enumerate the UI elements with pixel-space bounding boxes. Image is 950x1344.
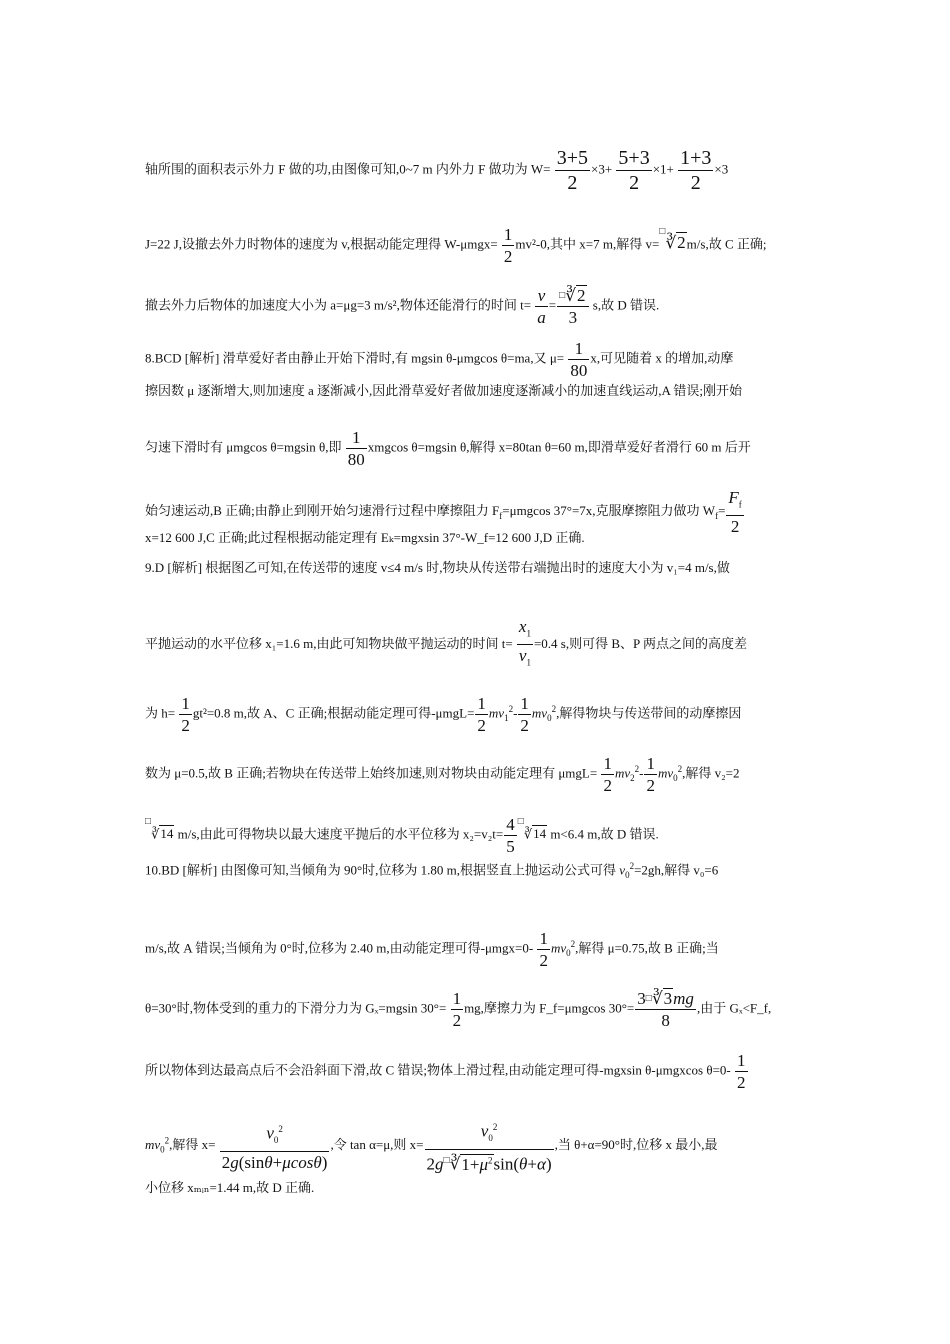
- text-segment: mg,摩擦力为 F_f=μmgcos 30°=: [464, 1000, 635, 1016]
- fraction: $\frac{4}{5}$: [506, 815, 515, 856]
- text-segment: 擦因数 μ 逐渐增大,则加速度 a 逐渐减小,因此滑草爱好者做加速度逐渐减小的加速直线运动,A 错误;刚开始: [145, 383, 743, 398]
- text-line: 撤去外力后物体的加速度大小为 a=μg=3 m/s²,物体还能滑行的时间 t= $\frac{v}{a}$ = $\frac{^□∛2}{3}$ s,故 D 错误.: [145, 286, 660, 327]
- fraction: $\frac{1}{80}$: [570, 339, 588, 380]
- text-line: 始匀速运动,B 正确;由静止到刚开始匀速滑行过程中摩擦阻力 $F_f=\mu mgcos$ 37°=7x,克服摩擦阻力做功 $W_f=$ $\frac{F_f}{2}$: [145, 488, 742, 537]
- text-segment: x=12 600 J,C 正确;此过程根据动能定理有 Eₖ=mgxsin 37°-W_f=12 600 J,D 正确.: [145, 530, 585, 545]
- text-segment: m/s,故 A 错误;当倾角为 0°时,位移为 2.40 m,由动能定理可得-μmgx=0-: [145, 940, 534, 956]
- text-segment: ,解得物块与传送带间的动摩擦因: [556, 705, 742, 721]
- denominator: 2: [567, 172, 578, 194]
- text-line: [145, 616, 747, 674]
- fraction: $\frac{1}{80}$: [347, 428, 365, 469]
- text-segment: 所以物体到达最高点后不会沿斜面下滑,故 C 错误;物体上滑过程,由动能定理可得-mgxsin θ-μmgxcos θ=0-: [145, 1062, 731, 1078]
- text-segment: 小位移 xₘᵢₙ=1.44 m,故 D 正确.: [145, 1180, 315, 1195]
- text-line: [145, 427, 751, 470]
- text-segment: ×1+: [652, 161, 674, 177]
- text-segment: 撤去外力后物体的加速度大小为 a=μg=3 m/s²,物体还能滑行的时间 t=: [145, 297, 532, 313]
- fraction: $\frac{1}{2}$: [503, 225, 513, 266]
- text-segment: m/s,由此可得物块以最大速度平抛后的水平位移为 x₂=v₂t=: [177, 826, 504, 842]
- fraction: $\frac{3^□∛3mg}{8}$: [637, 989, 694, 1030]
- text-line: [145, 530, 585, 546]
- numerator: 5+3: [618, 147, 650, 169]
- text-line: [145, 146, 728, 195]
- text-segment: 始匀速运动,B 正确;由静止到刚开始匀速滑行过程中摩擦阻力 F: [145, 503, 500, 519]
- text-line: [145, 560, 730, 576]
- text-segment: ,当 θ+α=90°时,位移 x 最小,最: [554, 1136, 718, 1152]
- text-segment: ,解得 x=: [169, 1136, 216, 1152]
- text-segment: 数为 μ=0.5,故 B 正确;若物块在传送带上始终加速,则对物块由动能定理有 μmgL=: [145, 765, 598, 781]
- text-segment: 10.BD [解析] 由图像可知,当倾角为 90°时,位移为 1.80 m,根据竖直上抛运动公式可得: [145, 862, 617, 878]
- fraction: $\frac{1}{2}$: [477, 694, 486, 735]
- text-line: m/s,故 A 错误;当倾角为 0°时,位移为 2.40 m,由动能定理可得-μmgx=0- $\frac{1}{2}$ $mv_0^2$,解得 μ=0.75,故 B 正确;当: [145, 929, 719, 970]
- text-line: [145, 1050, 749, 1093]
- text-segment: ,解得 v₂=2: [682, 765, 740, 781]
- text-segment: ,由于 Gₓ<F_f,: [696, 1000, 772, 1016]
- text-line: [145, 988, 771, 1031]
- text-segment: s,故 D 错误.: [589, 297, 660, 313]
- text-segment: θ=30°时,物体受到的重力的下滑分力为 Gₓ=mgsin 30°=: [145, 1000, 447, 1016]
- fraction: $\frac{v}{a}$: [537, 286, 546, 327]
- text-segment: =2gh,解得 v₀=6: [634, 862, 719, 878]
- numerator: 1+3: [680, 147, 712, 169]
- text-segment: 为 h=: [145, 705, 176, 721]
- text-segment: ,令 tan α=μ,则 x=: [330, 1136, 424, 1152]
- text-segment: mv²-0,其中 x=7 m,解得 v=: [515, 236, 660, 252]
- fraction: $\frac{x_1}{v_1}$: [518, 617, 531, 668]
- text-segment: 9.D [解析] 根据图乙可知,在传送带的速度 v≤4 m/s 时,物块从传送带右端抛出时的速度大小为 v₁=4 m/s,做: [145, 560, 730, 575]
- fraction: $\frac{v_0^2}{2g(\sin\theta+\mu\cos\theta)}$: [220, 1119, 330, 1173]
- text-segment: 平抛运动的水平位移 x₁=1.6 m,由此可知物块做平抛运动的时间 t=: [145, 635, 513, 651]
- text-line: [145, 1180, 314, 1196]
- numerator: 3+5: [556, 147, 588, 169]
- fraction: [616, 146, 651, 195]
- text-line: 10.BD [解析] 由图像可知,当倾角为 90°时,位移为 1.80 m,根据竖直上抛运动公式可得 $v_0^2=2gh$,解得 v₀=6: [145, 861, 719, 880]
- fraction: $\frac{1}{2}$: [646, 754, 655, 795]
- denominator: 2: [629, 172, 640, 194]
- text-line: $mv_0^2$,解得 x= $\frac{v_0^2}{2g(\sin\theta+\mu\cos\theta)}$ ,令 tan α=μ,则 x= $\frac{v_0^2}{2g^□∛1+\mu^2\sin(\theta+\alpha)}$ ,当 θ+α=90°时,位移 x 最小,最: [145, 1117, 718, 1175]
- text-segment: x,可见随着 x 的增加,动摩: [590, 350, 734, 366]
- text-segment: ×3: [714, 161, 729, 177]
- fraction: $\frac{1}{2}$: [603, 754, 612, 795]
- text-line: 为 h= $\frac{1}{2}$ gt²=0.8 m,故 A、C 正确;根据动能定理可得-μmgL= $\frac{1}{2}$ $mv_1^2-$ $\frac{1}{2}$ $mv_0^2$,解得物块与传送带间的动摩擦因: [145, 694, 742, 735]
- fraction: $\frac{1}{2}$: [181, 694, 190, 735]
- text-segment: =μmgcos 37°=7x,克服摩擦阻力做功 W: [502, 503, 716, 519]
- fraction: $\frac{F_f}{2}$: [728, 488, 742, 537]
- fraction: $\frac{1}{2}$: [539, 929, 548, 970]
- text-segment: xmgcos θ=mgsin θ,解得 x=80tan θ=60 m,即滑草爱好者滑行 60 m 后开: [367, 439, 751, 455]
- text-segment: gt²=0.8 m,故 A、C 正确;根据动能定理可得-μmgL=: [192, 705, 475, 721]
- text-segment: m<6.4 m,故 D 错误.: [550, 826, 659, 842]
- text-segment: =0.4 s,则可得 B、P 两点之间的高度差: [533, 635, 748, 651]
- fraction: [555, 146, 590, 195]
- text-line: J=22 J,设撤去外力时物体的速度为 v,根据动能定理得 W-μmgx= $\frac{1}{2}$ mv²-0,其中 x=7 m,解得 v=□∛2m/s,故 C 正确;: [145, 225, 767, 266]
- text-segment: ×3+: [591, 161, 613, 177]
- fraction: $\frac{^□∛2}{3}$: [557, 285, 588, 328]
- text-segment: m/s,故 C 正确;: [686, 236, 767, 252]
- text-line: □∛14 m/s,由此可得物块以最大速度平抛后的水平位移为 x₂=v₂t= $\frac{4}{5}$ □∛14 m<6.4 m,故 D 错误.: [145, 815, 659, 856]
- text-segment: =: [718, 503, 726, 519]
- text-segment: ,解得 μ=0.75,故 B 正确;当: [575, 940, 719, 956]
- fraction: $\frac{1}{2}$: [737, 1051, 746, 1092]
- fraction: $\frac{1}{2}$: [452, 989, 462, 1030]
- text-line: 数为 μ=0.5,故 B 正确;若物块在传送带上始终加速,则对物块由动能定理有 μmgL= $\frac{1}{2}$ $mv_2^2-$ $\frac{1}{2}$ $mv_0^2$,解得 v₂=2: [145, 754, 740, 795]
- denominator: 2: [690, 172, 701, 194]
- text-segment: J=22 J,设撤去外力时物体的速度为 v,根据动能定理得 W-μmgx=: [145, 236, 498, 252]
- text-line: [145, 383, 742, 399]
- fraction: $\frac{1}{2}$: [520, 694, 529, 735]
- text-segment: 8.BCD [解析] 滑草爱好者由静止开始下滑时,有 mgsin θ-μmgcos θ=ma,又 μ=: [145, 350, 565, 366]
- text-line: [145, 338, 733, 381]
- fraction: [678, 146, 713, 195]
- text-segment: 匀速下滑时有 μmgcos θ=mgsin θ,即: [145, 439, 342, 455]
- fraction: $\frac{v_0^2}{2g^□∛1+\mu^2\sin(\theta+\alpha)}$: [425, 1117, 554, 1175]
- text-segment: 轴所围的面积表示外力 F 做的功,由图像可知,0~7 m 内外力 F 做功为 W=: [145, 161, 551, 177]
